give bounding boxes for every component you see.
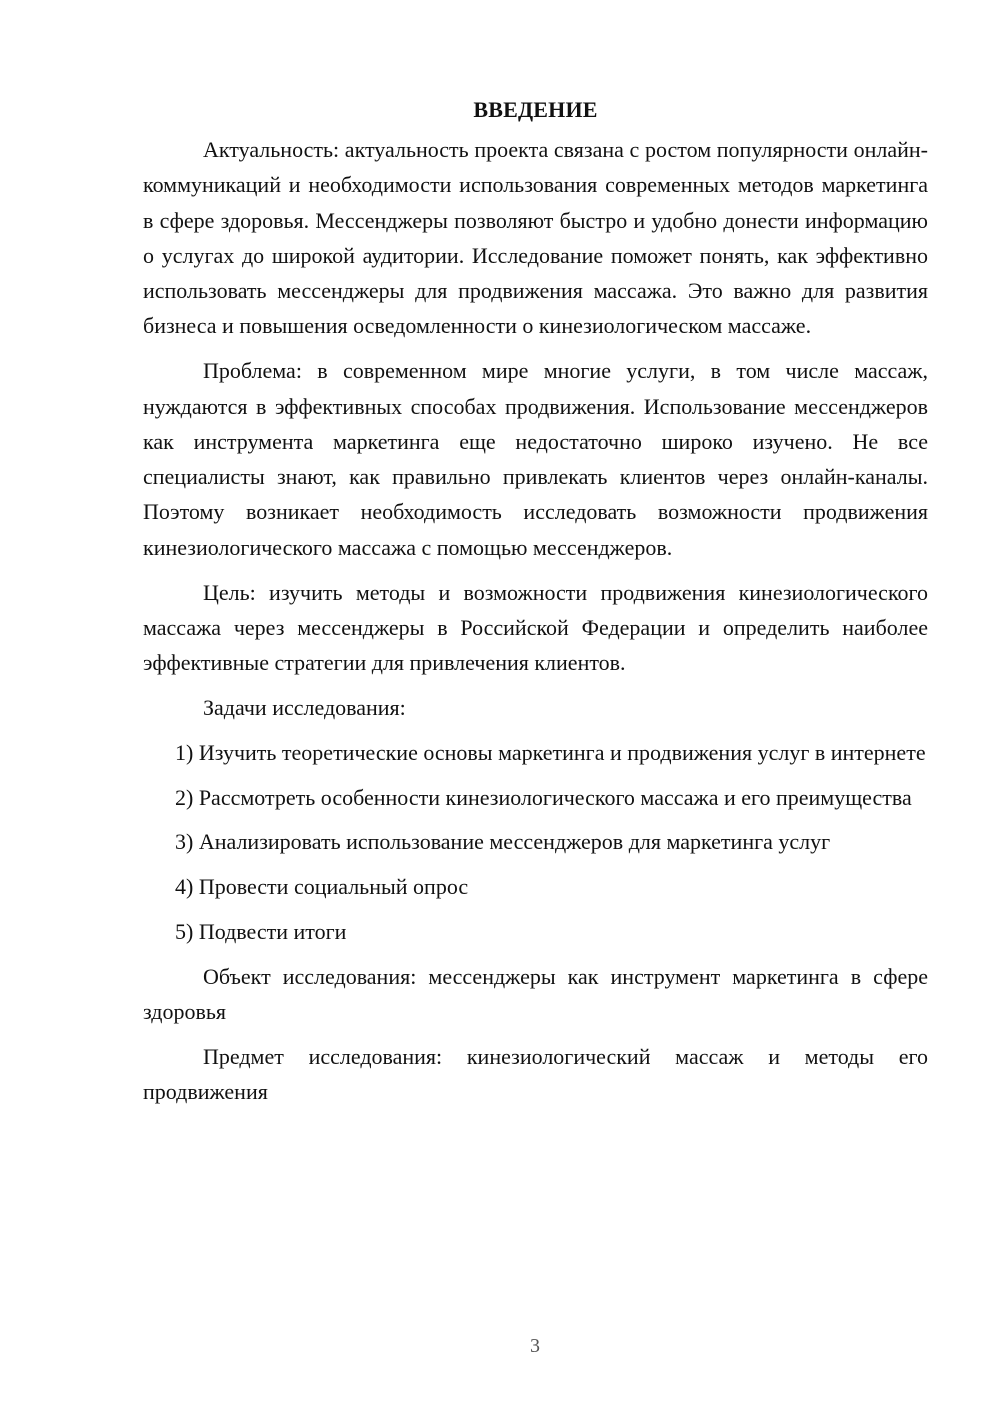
task-item-2: 2) Рассмотреть особенности кинезиологического массажа и его преимущества	[175, 784, 912, 810]
document-page	[143, 92, 928, 1119]
task-item-3: 3) Анализировать использование мессенджеров для маркетинга услуг	[175, 829, 831, 855]
paragraph-object: Объект исследования: мессенджеры как инструмент маркетинга в сфере здоровья	[143, 963, 928, 1025]
task-item-5: 5) Подвести итоги	[175, 918, 347, 944]
task-item-4: 4) Провести социальный опрос	[175, 874, 469, 900]
paragraph-goal: Цель: изучить методы и возможности продвижения кинезиологического массажа через мессенджеры в Российской Федерации и определить наиболее эффективные стратегии для привлечения клиентов.	[143, 579, 928, 676]
paragraph-relevance: Актуальность: актуальность проекта связана с ростом популярности онлайн-коммуникаций и необходимости использования современных методов маркетинга в сфере здоровья. Мессенджеры позволяют быстро и удобно донести информацию о услугах до широкой аудитории. Исследование поможет понять, как эффективно использовать мессенджеры для продвижения массажа. Это важно для развития бизнеса и повышения осведомленности о кинезиологическом массаже.	[143, 137, 928, 339]
task-item-1: 1) Изучить теоретические основы маркетинга и продвижения услуг в интернете	[175, 739, 926, 765]
paragraph-subject: Предмет исследования: кинезиологический массаж и методы его продвижения	[143, 1043, 928, 1105]
page-number: 3	[530, 1335, 540, 1357]
paragraph-problem: Проблема: в современном мире многие услуги, в том числе массаж, нуждаются в эффективных способах продвижения. Использование мессенджеров как инструмента маркетинга еще недостаточно широко изучено. Не все специалисты знают, как правильно привлекать клиентов через онлайн-каналы. Поэтому возникает необходимость исследовать возможности продвижения кинезиологического массажа с помощью мессенджеров.	[143, 358, 928, 560]
section-title: ВВЕДЕНИЕ	[473, 97, 598, 122]
tasks-heading: Задачи исследования:	[203, 694, 406, 720]
